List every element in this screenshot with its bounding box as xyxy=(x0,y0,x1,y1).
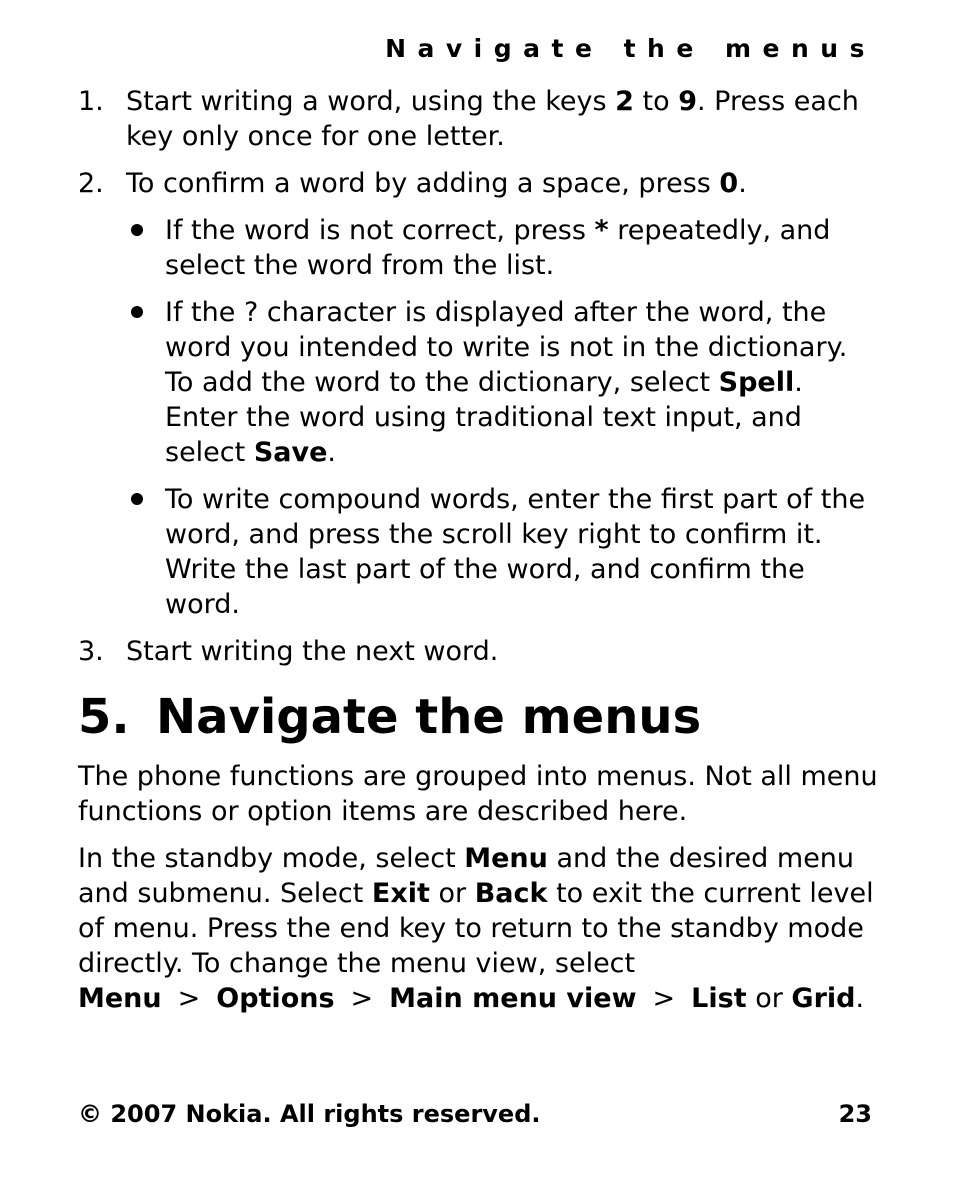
section-heading xyxy=(78,689,878,745)
step-1 xyxy=(78,84,878,154)
bullet-text: If the ? character is displayed after the word, the word you intended to write is not in the dictionary. To add the word to the dictionary, select Spell. Enter the word using traditional text input, and select Save. xyxy=(165,297,848,468)
path-separator: > xyxy=(652,983,676,1014)
path-separator: > xyxy=(177,983,201,1014)
standby-paragraph: In the standby mode, select Menu and the desired menu and submenu. Select Exit or Back to exit the current level of menu. Press the end key to return to the standby mode directly. To change the menu view, select Menu > Options > Main menu view > List or Grid. xyxy=(78,843,874,1014)
section-title: Navigate the menus xyxy=(156,689,702,745)
step-text: To confirm a word by adding a space, press 0. xyxy=(126,168,747,199)
bullet-icon xyxy=(131,306,143,318)
step-number: 2. xyxy=(78,168,104,199)
bullet-item-3 xyxy=(78,482,878,622)
bullet-icon xyxy=(131,493,143,505)
bullet-text: If the word is not correct, press * repeatedly, and select the word from the list. xyxy=(165,215,831,281)
step-text: Start writing a word, using the keys 2 to 9. Press each key only once for one letter. xyxy=(126,86,859,152)
step-2 xyxy=(78,166,878,201)
bullet-item-1 xyxy=(78,213,878,283)
bullet-item-2 xyxy=(78,295,878,470)
step-number: 1. xyxy=(78,86,104,117)
bullet-icon xyxy=(131,224,143,236)
bullet-text: To write compound words, enter the first part of the word, and press the scroll key right to confirm it. Write the last part of the word, and confirm the word. xyxy=(165,484,866,620)
step-3 xyxy=(78,634,878,669)
step-number: 3. xyxy=(78,636,104,667)
page-footer xyxy=(78,1100,872,1128)
section-number: 5. xyxy=(78,689,130,745)
copyright-text: © 2007 Nokia. All rights reserved. xyxy=(78,1100,541,1128)
running-header: Navigate the menus xyxy=(385,34,876,63)
intro-paragraph: The phone functions are grouped into menus. Not all menu functions or option items are described here. xyxy=(78,761,878,827)
path-separator: > xyxy=(350,983,374,1014)
step-text: Start writing the next word. xyxy=(126,636,499,667)
page-content xyxy=(78,84,878,1028)
page-number: 23 xyxy=(838,1100,872,1128)
